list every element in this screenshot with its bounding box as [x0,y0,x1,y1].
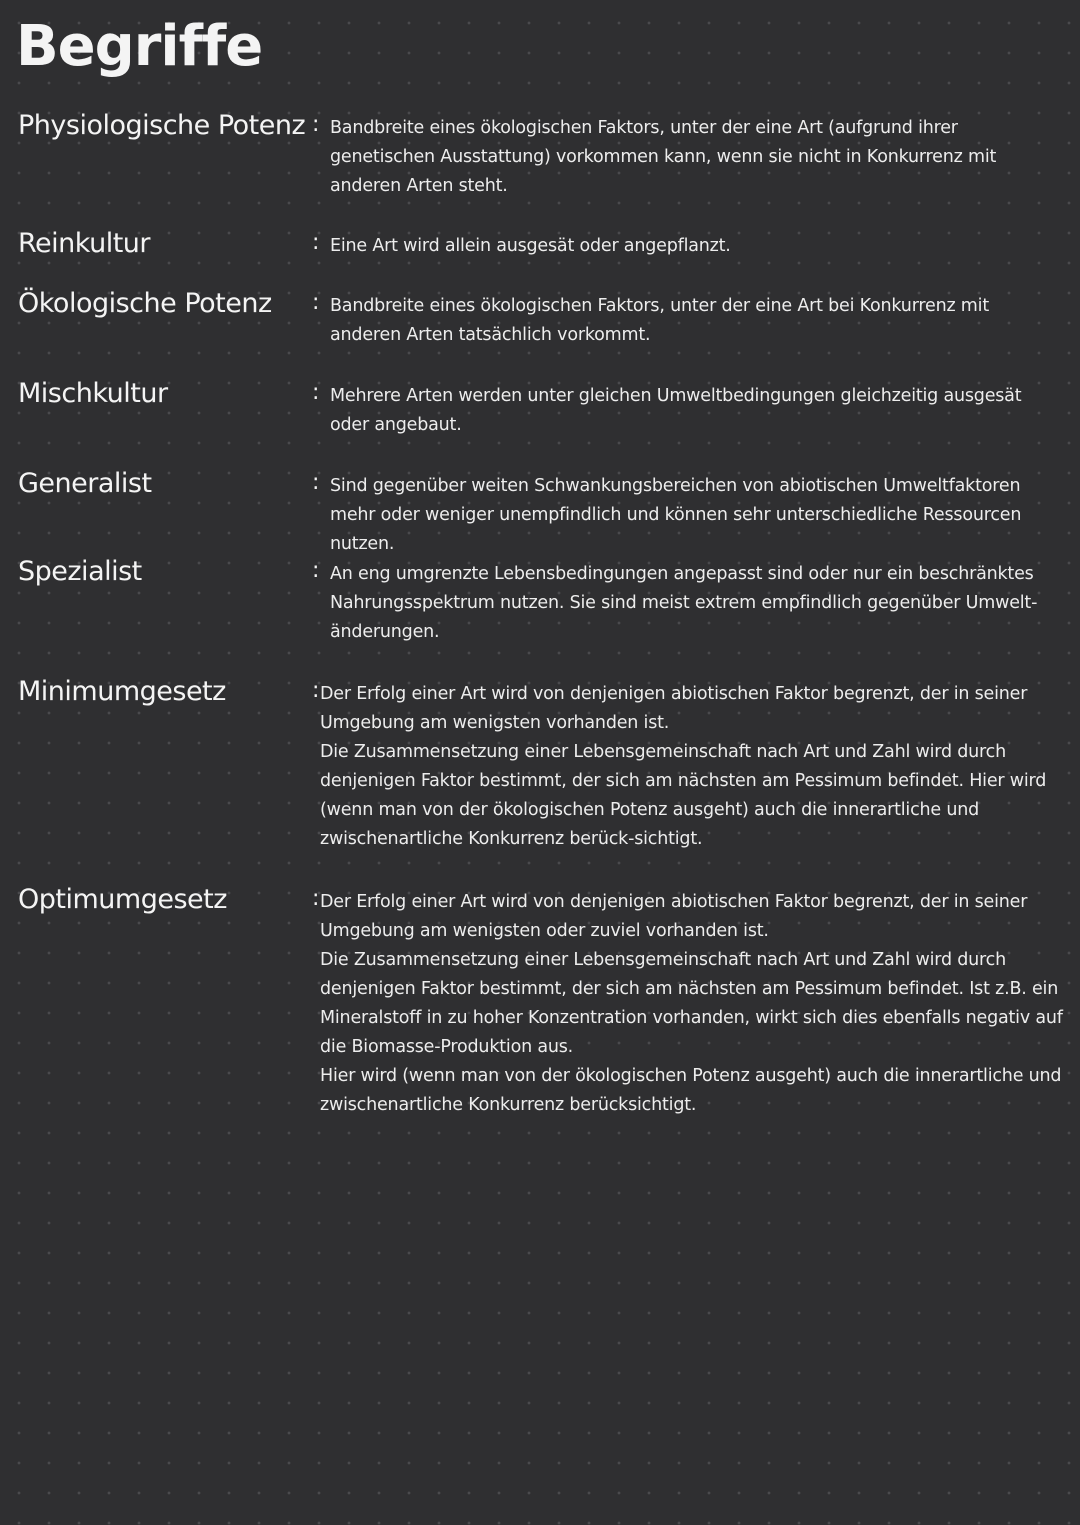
definition-paragraph: An eng umgrenzte Lebensbedingungen angepasst sind oder nur ein beschränktes Nahrungsspektrum nutzen. Sie sind meist extrem empfindlich gegenüber Umwelt-änderungen. [330,564,1038,642]
entry-oekologische-potenz [0,288,1080,353]
entry-generalist [0,468,1080,554]
colon-separator: : [312,470,320,495]
term-label: Physiologische Potenz [18,110,306,141]
term-label: Ökologische Potenz [18,288,272,319]
definition-text [330,382,1065,440]
definition-paragraph: Bandbreite eines ökologischen Faktors, unter der eine Art bei Konkurrenz mit anderen Arten tatsächlich vorkommt. [330,296,989,345]
definition-paragraph: Hier wird (wenn man von der ökologischen Potenz ausgeht) auch die innerartliche und zwischenartliche Konkurrenz berücksichtigt. [320,1066,1062,1115]
term-label: Spezialist [18,556,142,587]
term-label: Generalist [18,468,152,499]
definition-paragraph: Mehrere Arten werden unter gleichen Umweltbedingungen gleichzeitig ausgesät oder angebaut. [330,386,1022,435]
entry-mischkultur [0,378,1080,443]
entry-physiologische-potenz [0,110,1080,205]
definition-paragraph: Die Zusammensetzung einer Lebensgemeinschaft nach Art und Zahl wird durch denjenigen Faktor bestimmt, der sich am nächsten am Pessimum befindet. Ist z.B. ein Mineralstoff in zu hoher Konzentration vorhanden, wirkt sich dies ebenfalls negativ auf die Biomasse-Produktion aus. [320,950,1063,1057]
definition-text [320,888,1068,1120]
definition-text [330,232,1065,261]
colon-separator: : [312,886,320,911]
colon-separator: : [312,678,320,703]
colon-separator: : [312,380,320,405]
definition-text [320,680,1068,854]
definition-paragraph: Der Erfolg einer Art wird von denjenigen abiotischen Faktor begrenzt, der in seiner Umgebung am wenigsten vorhanden ist. [320,684,1028,733]
term-label: Mischkultur [18,378,168,409]
entry-spezialist [0,556,1080,651]
definition-paragraph: Bandbreite eines ökologischen Faktors, unter der eine Art (aufgrund ihrer genetischen Ausstattung) vorkommen kann, wenn sie nicht in Konkurrenz mit anderen Arten steht. [330,118,997,196]
term-label: Reinkultur [18,228,150,259]
page-title: Begriffe [16,14,263,79]
colon-separator: : [312,112,320,137]
definition-paragraph: Sind gegenüber weiten Schwankungsbereichen von abiotischen Umweltfaktoren mehr oder weniger unempfindlich und können sehr unterschiedliche Ressourcen nutzen. [330,476,1022,554]
definition-paragraph: Die Zusammensetzung einer Lebensgemeinschaft nach Art und Zahl wird durch denjenigen Faktor bestimmt, der sich am nächsten am Pessimum befindet. Hier wird (wenn man von der ökologischen Potenz ausgeht) auch die innerartliche und zwischenartliche Konkurrenz berück-sichtigt. [320,742,1047,849]
definition-text [330,114,1065,201]
entry-reinkultur [0,228,1080,268]
definition-text [330,560,1065,647]
definition-paragraph: Eine Art wird allein ausgesät oder angepflanzt. [330,236,731,256]
colon-separator: : [312,290,320,315]
entry-minimumgesetz [0,676,1080,861]
entry-optimumgesetz [0,884,1080,1134]
definition-text [330,472,1065,559]
term-label: Minimumgesetz [18,676,226,707]
term-label: Optimumgesetz [18,884,227,915]
colon-separator: : [312,558,320,583]
definition-paragraph: Der Erfolg einer Art wird von denjenigen abiotischen Faktor begrenzt, der in seiner Umgebung am wenigsten oder zuviel vorhanden ist. [320,892,1028,941]
definition-text [330,292,1065,350]
colon-separator: : [312,230,320,255]
